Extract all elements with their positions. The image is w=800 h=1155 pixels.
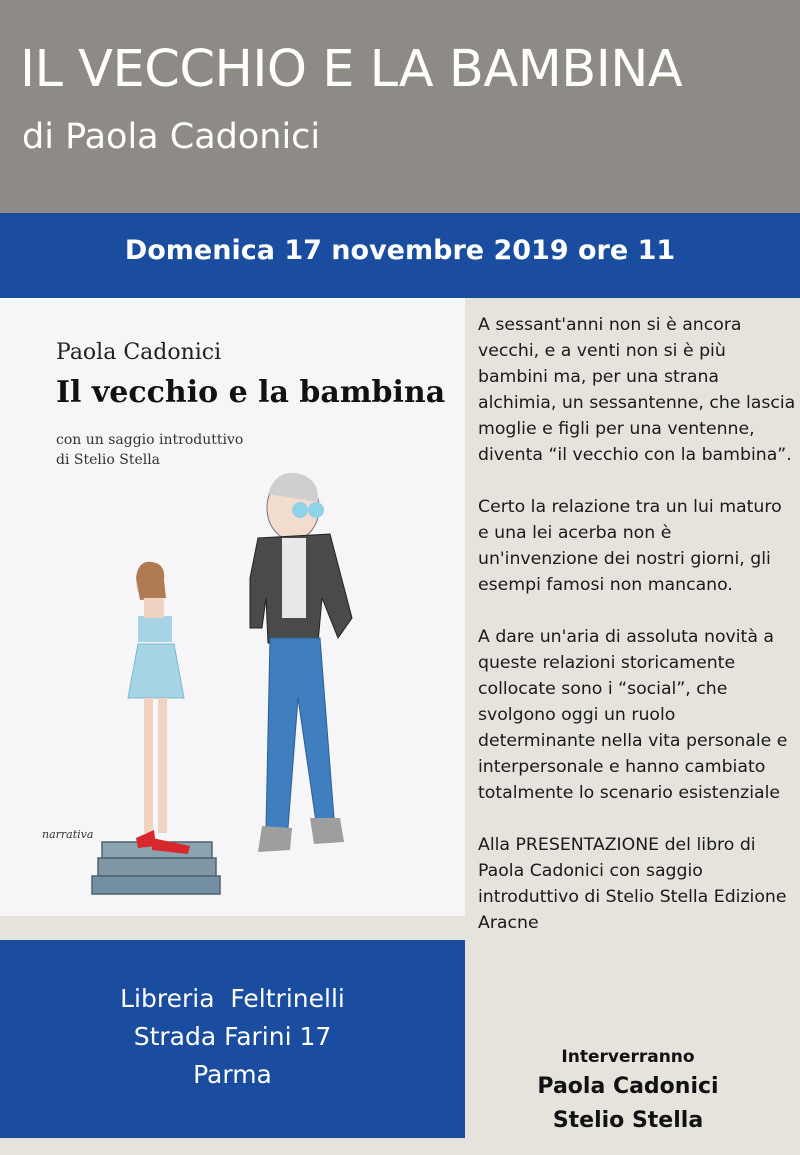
poster-title: IL VECCHIO E LA BAMBINA [20,40,683,99]
description-paragraph: A sessant'anni non si è ancora vecchi, e a venti non si è più bambini ma, per una strana alchimia, un sessantenne, che lascia moglie e figli per una ventenne, diventa “il vecchio con la bambina”. [478,315,796,465]
book-description [478,312,796,962]
venue-box [0,940,465,1138]
cover-publisher-mark: narrativa [42,828,94,841]
cover-author: Paola Cadonici [56,340,222,365]
speaker-name: Stelio Stella [552,1108,704,1133]
cover-essay-line: di Stelio Stella [56,452,161,468]
description-paragraph: Alla PRESENTAZIONE del libro di Paola Cadonici con saggio introduttivo di Stelio Stella Edizione Aracne [478,835,787,933]
speakers-block [478,1044,778,1138]
speakers-label: Interverranno [561,1047,695,1067]
header-banner [0,0,800,213]
cover-essay-line: con un saggio introduttivo [56,432,244,448]
venue-street: Strada Farini 17 [133,1022,332,1051]
poster-author: di Paola Cadonici [22,117,321,157]
book-cover [0,298,465,916]
venue-name: Libreria Feltrinelli [120,984,345,1013]
event-date: Domenica 17 novembre 2019 ore 11 [124,235,676,266]
description-paragraph: Certo la relazione tra un lui maturo e una lei acerba non è un'invenzione dei nostri giorni, gli esempi famosi non mancano. [478,497,782,595]
speaker-name: Paola Cadonici [537,1074,719,1099]
description-paragraph: A dare un'aria di assoluta novità a queste relazioni storicamente collocate sono i “social”, che svolgono oggi un ruolo determinante nella vita personale e interpersonale e hanno cambiato totalmente lo scenario esistenziale [478,627,788,803]
venue-city: Parma [193,1060,272,1089]
cover-title: Il vecchio e la bambina [56,375,446,410]
old-man-illustration [250,473,352,852]
date-banner [0,213,800,298]
girl-illustration [128,562,190,854]
cover-essay-credit [56,430,243,470]
